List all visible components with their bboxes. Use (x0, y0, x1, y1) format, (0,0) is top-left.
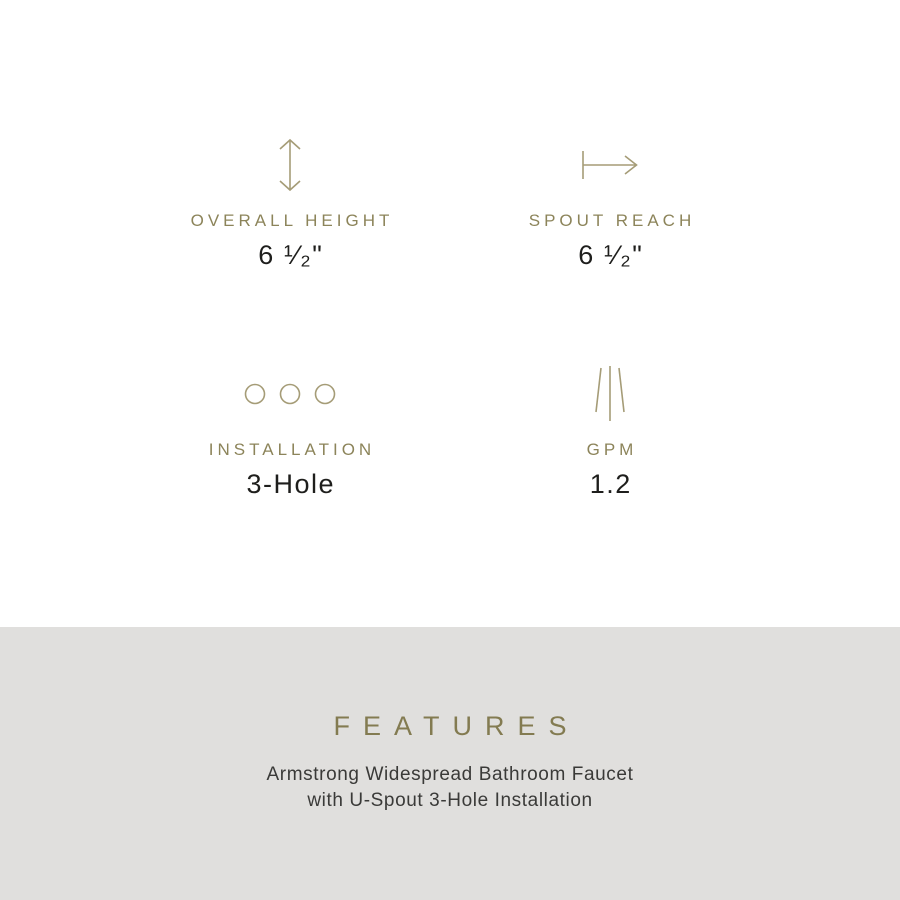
features-title: FEATURES (333, 711, 580, 741)
gpm-water-stream-icon (593, 365, 627, 423)
overall-height-arrow-icon (278, 136, 302, 194)
spec-value: 6 ¹⁄₂" (578, 240, 644, 270)
spec-value: 1.2 (589, 469, 632, 499)
spec-label: OVERALL HEIGHT (190, 211, 394, 230)
features-line-1: Armstrong Widespread Bathroom Faucet (266, 764, 634, 785)
spec-value: 3-Hole (246, 469, 336, 499)
features-subtitle (0, 762, 900, 814)
spec-value: 6 ¹⁄₂" (258, 240, 324, 270)
spec-label: SPOUT REACH (528, 211, 696, 230)
installation-holes-icon (244, 365, 336, 423)
features-panel (0, 627, 900, 900)
spec-installation (130, 365, 450, 499)
spec-label: GPM (586, 440, 638, 459)
spec-spout-reach (450, 136, 770, 270)
spec-label: INSTALLATION (208, 440, 376, 459)
spec-gpm (450, 365, 770, 499)
spec-overall-height (130, 136, 450, 270)
features-line-2: with U-Spout 3-Hole Installation (307, 790, 593, 811)
spec-grid (130, 136, 770, 499)
spout-reach-arrow-icon (580, 136, 640, 194)
